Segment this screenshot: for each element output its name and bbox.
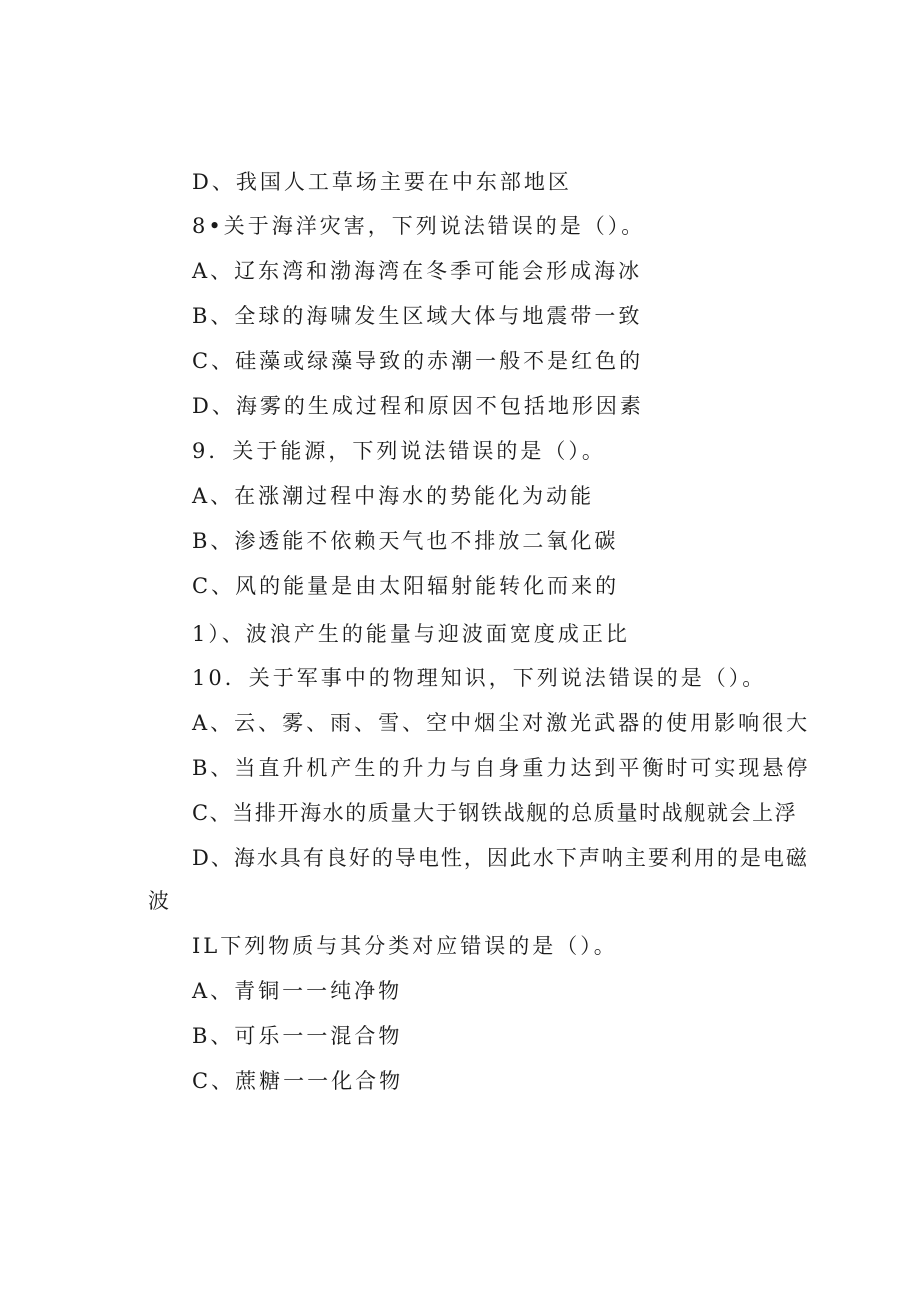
q10-option-d-continued: 波 <box>148 889 172 913</box>
q10-stem: 10．关于军事中的物理知识，下列说法错误的是（）。 <box>192 666 767 690</box>
q9-stem: 9．关于能源，下列说法错误的是（）。 <box>192 439 606 463</box>
q10-option-d: D、海水具有良好的导电性，因此水下声呐主要利用的是电磁 <box>192 846 809 870</box>
q10-option-c: C、当排开海水的质量大于钢铁战舰的总质量时战舰就会上浮 <box>192 801 798 825</box>
q7-option-d: D、我国人工草场主要在中东部地区 <box>192 170 572 194</box>
q8-stem: 8•关于海洋灾害，下列说法错误的是（）。 <box>192 214 646 238</box>
q8-option-d: D、海雾的生成过程和原因不包括地形因素 <box>192 394 644 418</box>
q8-option-b: B、全球的海啸发生区域大体与地震带一致 <box>192 304 643 328</box>
q9-option-b: B、渗透能不依赖天气也不排放二氧化碳 <box>192 529 619 553</box>
q11-option-b: B、可乐一一混合物 <box>192 1024 403 1048</box>
q8-option-c: C、硅藻或绿藻导致的赤潮一般不是红色的 <box>192 349 644 373</box>
q10-option-a: A、云、雾、雨、雪、空中烟尘对激光武器的使用影响很大 <box>192 711 811 735</box>
q11-stem: IL下列物质与其分类对应错误的是（）。 <box>192 934 618 958</box>
q9-option-d: 1）、波浪产生的能量与迎波面宽度成正比 <box>192 622 630 646</box>
q8-option-a: A、辽东湾和渤海湾在冬季可能会形成海冰 <box>192 259 643 283</box>
q9-option-c: C、风的能量是由太阳辐射能转化而来的 <box>192 574 620 598</box>
q9-option-a: A、在涨潮过程中海水的势能化为动能 <box>192 484 595 508</box>
q11-option-c: C、蔗糖一一化合物 <box>192 1069 404 1093</box>
q10-option-b: B、当直升机产生的升力与自身重力达到平衡时可实现悬停 <box>192 756 811 780</box>
q11-option-a: A、青铜一一纯净物 <box>192 979 403 1003</box>
